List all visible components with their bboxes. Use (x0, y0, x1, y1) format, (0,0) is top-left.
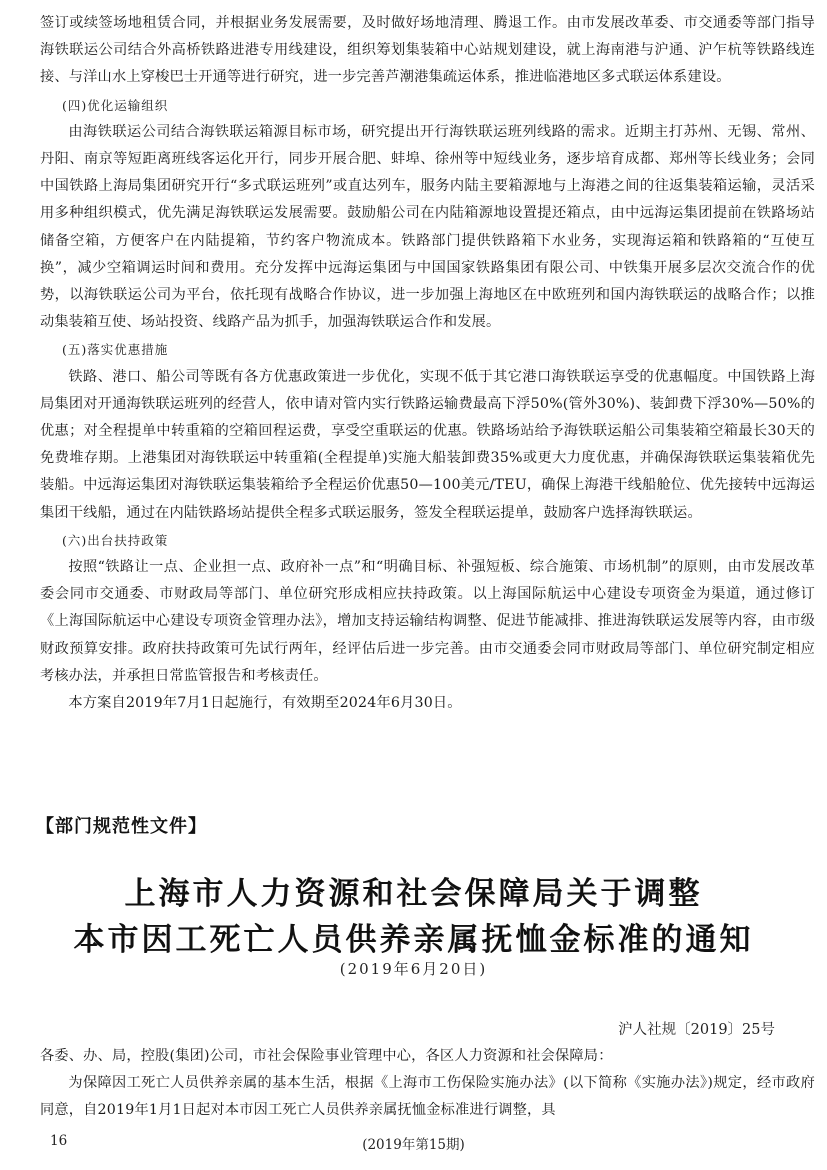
heading-preferential-measures: (五)落实优惠措施 (62, 342, 169, 358)
notice-paragraph: 为保障因工死亡人员供养亲属的基本生活，根据《上海市工伤保险实施办法》(以下简称《实施办法》)规定，经市政府同意，自2019年1月1日起对本市因工死亡人员供养亲属抚恤金标准进行调整，具 (40, 1075, 815, 1119)
notice-title-line-2: 本市因工死亡人员供养亲属抚恤金标准的通知 (73, 922, 754, 958)
paragraph-support-policy: 按照“铁路让一点、企业担一点、政府补一点”和“明确目标、补强短板、综合施策、市场机制”的原则，由市发展改革委会同市交通委、市财政局等部门、单位研究形成相应扶持政策。以上海国际航运中心建设专项资金为渠道，通过修订《上海国际航运中心建设专项资金管理办法》，增加支持运输结构调整、促进节能减排、推进海铁联运发展等内容，由市级财政预算安排。政府扶持政策可先试行两年，经评估后进一步完善。由市交通委会同市财政局等部门、单位研究制定相应考核办法，并承担日常监管报告和考核责任。 (40, 559, 815, 684)
page-number: 16 (50, 1133, 68, 1149)
issue-label: (2019年第15期) (362, 1137, 465, 1153)
heading-support-policy: (六)出台扶持政策 (62, 532, 169, 548)
paragraph-site-lease: 签订或续签场地租赁合同，并根据业务发展需要，及时做好场地清理、腾退工作。由市发展改革委、市交通委等部门指导海铁联运公司结合外高桥铁路进港专用线建设，组织筹划集装箱中心站规划建设，就上海南港与沪通、沪乍杭等铁路线连接、与洋山水上穿梭巴士开通等进行研究，进一步完善芦潮港集疏运体系，推进临港地区多式联运体系建设。 (40, 15, 815, 86)
upper-article (40, 10, 815, 717)
document-number: 沪人社规〔2019〕25号 (618, 1022, 775, 1038)
notice-body (40, 1043, 815, 1125)
heading-transport-organization: (四)优化运输组织 (62, 97, 169, 113)
notice-addressee: 各委、办、局，控股(集团)公司，市社会保险事业管理中心，各区人力资源和社会保障局： (40, 1048, 613, 1064)
paragraph-effective-date: 本方案自2019年7月1日起施行，有效期至2024年6月30日。 (68, 695, 462, 712)
paragraph-transport-organization: 由海铁联运公司结合海铁联运箱源目标市场，研究提出开行海铁联运班列线路的需求。近期主打苏州、无锡、常州、丹阳、南京等短距离班线客运化开行，同步开展合肥、蚌埠、徐州等中短线业务，逐步培育成都、郑州等长线业务；会同中国铁路上海局集团研究开行“多式联运班列”或直达列车，服务内陆主要箱源地与上海港之间的往返集装箱运输，灵活采用多种组织模式，优先满足海铁联运发展需要。鼓励船公司在内陆箱源地设置提还箱点，由中远海运集团提前在铁路场站储备空箱，方便客户在内陆提箱，节约客户物流成本。铁路部门提供铁路箱下水业务，实现海运箱和铁路箱的“互使互换”，减少空箱调运时间和费用。充分发挥中远海运集团与中国国家铁路集团有限公司、中铁集开展多层次交流合作的优势，以海铁联运公司为平台，依托现有战略合作协议，进一步加强上海地区在中欧班列和国内海铁联运的战略合作；以推动集装箱互使、场站投资、线路产品为抓手，加强海铁联运合作和发展。 (40, 123, 815, 331)
notice-date: (2019年6月20日) (339, 960, 488, 978)
paragraph-preferential-measures: 铁路、港口、船公司等既有各方优惠政策进一步优化，实现不低于其它港口海铁联运享受的优惠幅度。中国铁路上海局集团对开通海铁联运班列的经营人，依申请对管内实行铁路运输费最高下浮50%(管外30%)、装卸费下浮30%—50%的优惠；对全程提单中转重箱的空箱回程运费，享受空重联运的优惠。铁路场站给予海铁联运船公司集装箱空箱最长30天的免费堆存期。上港集团对海铁联运中转重箱(全程提单)实施大船装卸费35%或更大力度优惠，并确保海铁联运集装箱优先装船。中远海运集团对海铁联运集装箱给予全程运价优惠50—100美元/TEU，确保上海港干线船舱位、优先接转中远海运集团干线船，通过在内陆铁路场站提供全程多式联运服务，签发全程联运提单，鼓励客户选择海铁联运。 (40, 368, 815, 521)
section-label: 【部门规范性文件】 (36, 816, 207, 837)
notice-title-line-1: 上海市人力资源和社会保障局关于调整 (124, 876, 703, 912)
